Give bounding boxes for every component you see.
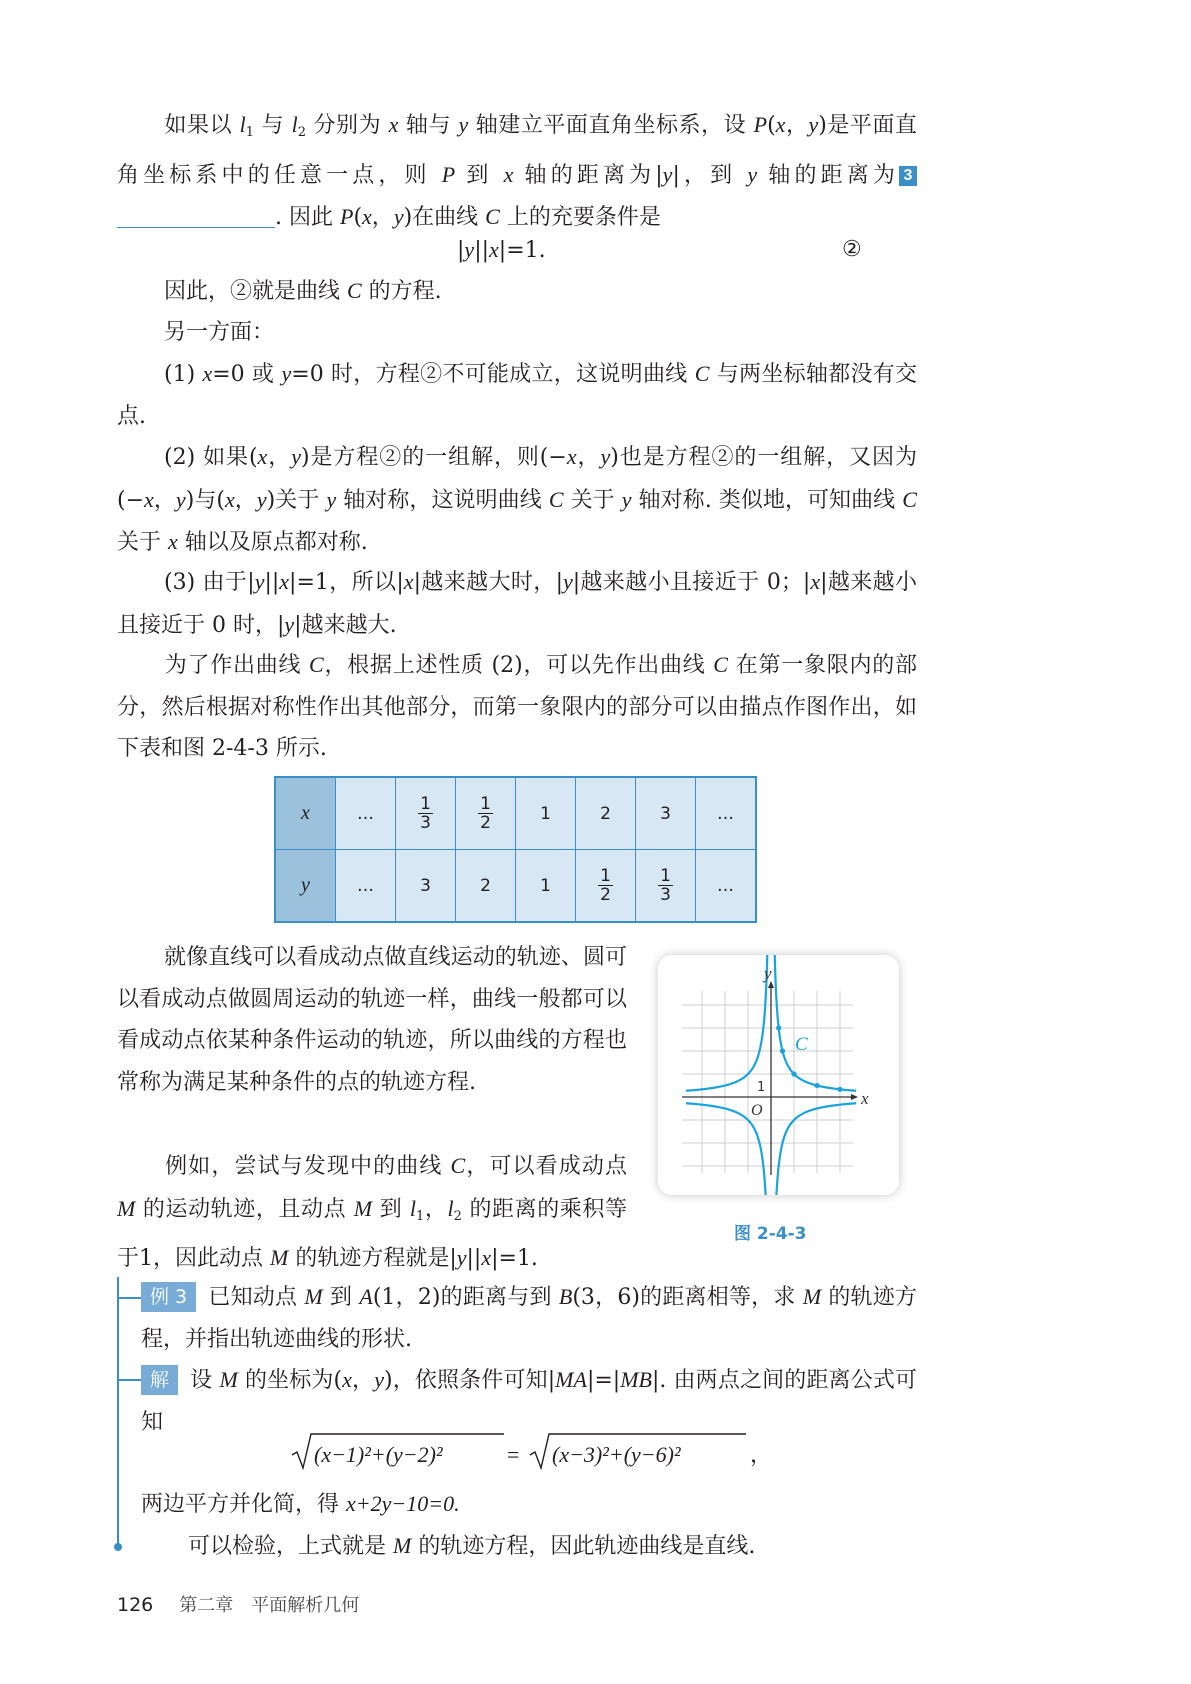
y-axis-label: y bbox=[764, 964, 772, 983]
example-end-dot bbox=[114, 1543, 122, 1551]
table-cell: … bbox=[696, 777, 757, 850]
table-cell: 2 bbox=[576, 777, 636, 850]
paragraph-plotting-method: 为了作出曲线 C，根据上述性质 (2)，可以先作出曲线 C 在第一象限内的部分，然后根据对称性作出其他部分，而第一象限内的部分可以由描点作图作出，如下表和图 2-4-3 所示. bbox=[117, 652, 917, 761]
solution-intro: 解 设 M 的坐标为(x，y)，依照条件可知|MA|=|MB|. 由两点之间的距离公式可知 bbox=[141, 1367, 918, 1435]
fill-in-blank[interactable] bbox=[117, 205, 275, 228]
figure-caption: 图 2-4-3 bbox=[734, 1224, 807, 1244]
blank-number-badge: 3 bbox=[899, 166, 917, 186]
table-head-y: y bbox=[275, 850, 336, 923]
x-axis-label: x bbox=[861, 1089, 869, 1108]
paragraph-property-2: (2) 如果(x，y)是方程②的一组解，则(−x，y)也是方程②的一组解，又因为(−x，y)与(x，y)关于 y 轴对称，这说明曲线 C 关于 y 轴对称. 类似地，可知曲线 C 关于 x 轴以及原点都对称. bbox=[117, 444, 917, 555]
solution-conclusion: 可以检验，上式就是 M 的轨迹方程，因此轨迹曲线是直线. bbox=[188, 1533, 756, 1559]
page-footer bbox=[117, 1591, 359, 1617]
table-cell: $\frac{1}{3}$ bbox=[636, 850, 696, 923]
table-cell: … bbox=[696, 850, 757, 923]
distance-equation bbox=[290, 1428, 810, 1478]
solution-simplify: 两边平方并化简，得 x+2y−10=0. bbox=[141, 1491, 460, 1517]
curve-label: C bbox=[795, 1034, 808, 1055]
point-3-third bbox=[837, 1087, 842, 1092]
paragraph-locus-example: 例如，尝试与发现中的曲线 C，可以看成动点 M 的运动轨迹，且动点 M 到 $l_1$，$l_2$ 的距离的乘积等于1，因此动点 M 的轨迹方程就是|y||x|=1. bbox=[117, 1153, 627, 1271]
axes bbox=[682, 981, 858, 1175]
table-cell: 1 bbox=[516, 850, 576, 923]
sqrt-left-content: (x−1)²+(y−2)² bbox=[314, 1442, 443, 1467]
example-3-statement: 例 3 已知动点 M 到 A(1，2)的距离与到 B(3，6)的距离相等，求 M 的轨迹方程，并指出轨迹曲线的形状. bbox=[141, 1284, 917, 1352]
equation-2: |y||x|=1. ② bbox=[117, 229, 917, 270]
solution-tag: 解 bbox=[141, 1365, 178, 1395]
paragraph-locus-concept: 就像直线可以看成动点做直线运动的轨迹、圆可以看成动点做圆周运动的轨迹一样，曲线一般都可以看成动点依某种条件运动的轨迹，所以曲线的方程也常称为满足某种条件的点的轨迹方程. bbox=[117, 945, 627, 1095]
point-half-2 bbox=[780, 1048, 785, 1053]
table-cell: 3 bbox=[636, 777, 696, 850]
hyperbola-graph bbox=[658, 955, 899, 1195]
paragraph-equation-conclusion: 因此，②就是曲线 C 的方程. bbox=[164, 278, 442, 304]
table-cell: 1 bbox=[516, 777, 576, 850]
paragraph-property-1: (1) x=0 或 y=0 时，方程②不可能成立，这说明曲线 C 与两坐标轴都没有交点. bbox=[117, 361, 918, 429]
sqrt-equation-svg bbox=[290, 1428, 810, 1478]
figure-hyperbola-card bbox=[658, 955, 899, 1195]
sqrt-right-content: (x−3)²+(y−6)² bbox=[552, 1442, 681, 1467]
table-cell: … bbox=[336, 777, 396, 850]
equation-number: ② bbox=[842, 237, 862, 262]
table-row-x bbox=[275, 777, 756, 850]
value-table bbox=[274, 776, 757, 923]
table-cell: 3 bbox=[396, 850, 456, 923]
paragraph-coordinate-setup: 如果以 $l_1$ 与 $l_2$ 分别为 x 轴与 y 轴建立平面直角坐标系，设 P(x，y)是平面直角坐标系中的任意一点，则 P 到 x 轴的距离为|y|，到 y 轴的距离为 3. 因此 P(x，y)在曲线 C 上的充要条件是 bbox=[117, 112, 917, 230]
table-cell: $\frac{1}{2}$ bbox=[456, 777, 516, 850]
table-head-x: x bbox=[275, 777, 336, 850]
point-1-1 bbox=[791, 1071, 796, 1076]
point-third-3 bbox=[776, 1025, 781, 1030]
example-tag: 例 3 bbox=[141, 1282, 196, 1312]
hyperbola-branch-q2 bbox=[686, 955, 768, 1091]
paragraph-property-3: (3) 由于|y||x|=1，所以|x|越来越大时，|y|越来越小且接近于 0；|x|越来越小且接近于 0 时，|y|越来越大. bbox=[117, 569, 917, 638]
sqrt-equals: = bbox=[507, 1442, 520, 1467]
table-cell: $\frac{1}{3}$ bbox=[396, 777, 456, 850]
origin-label: O bbox=[751, 1102, 763, 1119]
table-cell: $\frac{1}{2}$ bbox=[576, 850, 636, 923]
grid bbox=[682, 991, 853, 1173]
hyperbola-branch-q4 bbox=[774, 1103, 856, 1195]
chapter-title: 第二章 平面解析几何 bbox=[179, 1595, 360, 1616]
page-number: 126 bbox=[117, 1594, 154, 1616]
unit-label: 1 bbox=[757, 1080, 766, 1095]
table-row-y bbox=[275, 850, 756, 923]
point-2-half bbox=[814, 1083, 819, 1088]
table-cell: … bbox=[336, 850, 396, 923]
table-cell: 2 bbox=[456, 850, 516, 923]
paragraph-other-hand: 另一方面： bbox=[164, 320, 275, 345]
hyperbola-branch-q1 bbox=[774, 955, 856, 1091]
example-side-bar bbox=[117, 1277, 119, 1545]
plotted-points bbox=[776, 1025, 843, 1092]
sqrt-comma: ， bbox=[750, 1443, 773, 1468]
